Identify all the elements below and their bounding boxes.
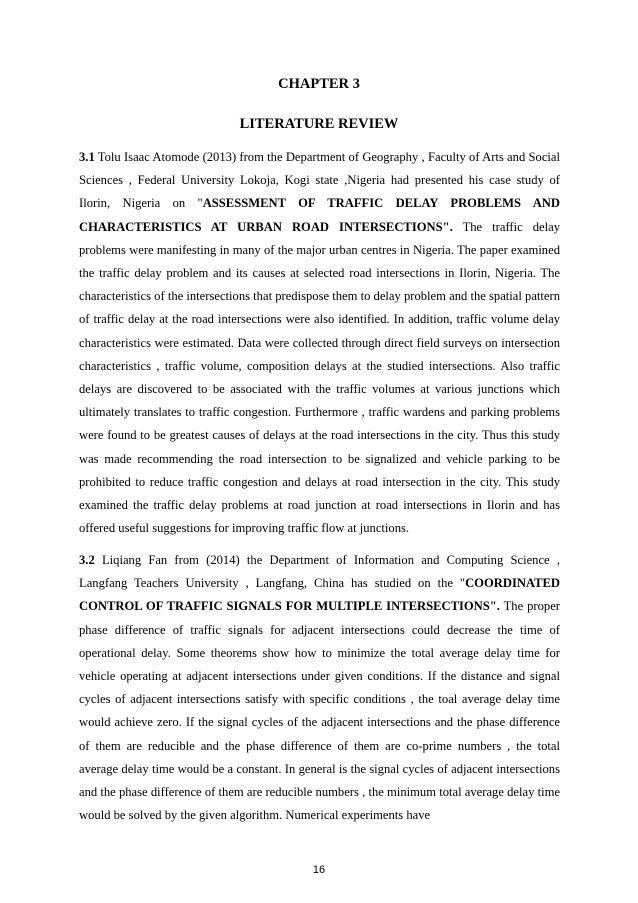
paper-title: ASSESSMENT OF TRAFFIC DELAY PROBLEMS AND CHARACTERISTICS AT URBAN ROAD INTERSECTIONS". [79, 196, 560, 234]
section-number: 3.2 [79, 553, 95, 567]
paragraph-3-2 [79, 549, 560, 827]
section-number: 3.1 [79, 150, 95, 164]
paragraph-body: The traffic delay problems were manifesting in many of the major urban centres in Nigeria. The paper examined the traffic delay problem and its causes at selected road intersections in Ilorin, Nigeria. The characteristics of the intersections that predispose them to delay problem and the spatial pattern of traffic delay at the road intersections were also identified. In addition, traffic volume delay characteristics were estimated. Data were collected through direct field surveys on intersection characteristics , traffic volume, composition delays at the studied intersections. Also traffic delays are discovered to be associated with the traffic volumes at various junctions which ultimately translates to traffic congestion. Furthermore , traffic wardens and parking problems were found to be greatest causes of delays at the road intersections in the city. Thus this study was made recommending the road intersection to be signalized and vehicle parking to be prohibited to reduce traffic congestion and delays at road intersection in the city. This study examined the traffic delay problems at road junction at road intersections in Ilorin and has offered useful suggestions for improving traffic flow at junctions. [79, 219, 560, 536]
paper-title: COORDINATED CONTROL OF TRAFFIC SIGNALS FOR MULTIPLE INTERSECTIONS". [79, 576, 560, 614]
paragraph-intro: Tolu Isaac Atomode (2013) from the Department of Geography , Faculty of Arts and Social Sciences , Federal University Lokoja, Kogi state ,Nigeria had presented his case study of Ilorin, Nigeria on " [79, 150, 560, 211]
page-number: 16 [312, 864, 326, 876]
paragraph-intro: Liqiang Fan from (2014) the Department of Information and Computing Science , Langfang Teachers University , Langfang, China has studied on the " [79, 553, 560, 591]
section-title: LITERATURE REVIEW [239, 116, 399, 132]
chapter-heading: CHAPTER 3 [278, 76, 360, 92]
paragraph-body: The proper phase difference of traffic signals for adjacent intersections could decrease the time of operational delay. Some theorems show how to minimize the total average delay time for vehicle operating at adjacent intersections under given conditions. If the distance and signal cycles of adjacent intersections satisfy with specific conditions , the toal average delay time would achieve zero. If the signal cycles of the adjacent intersections and the phase difference of them are reducible and the phase difference of them are co-prime numbers , the total average delay time would be a constant. In general is the signal cycles of adjacent intersections and the phase difference of them are reducible numbers , the minimum total average delay time would be solved by the given algorithm. Numerical experiments have [79, 599, 560, 823]
paragraph-3-1 [79, 146, 560, 540]
